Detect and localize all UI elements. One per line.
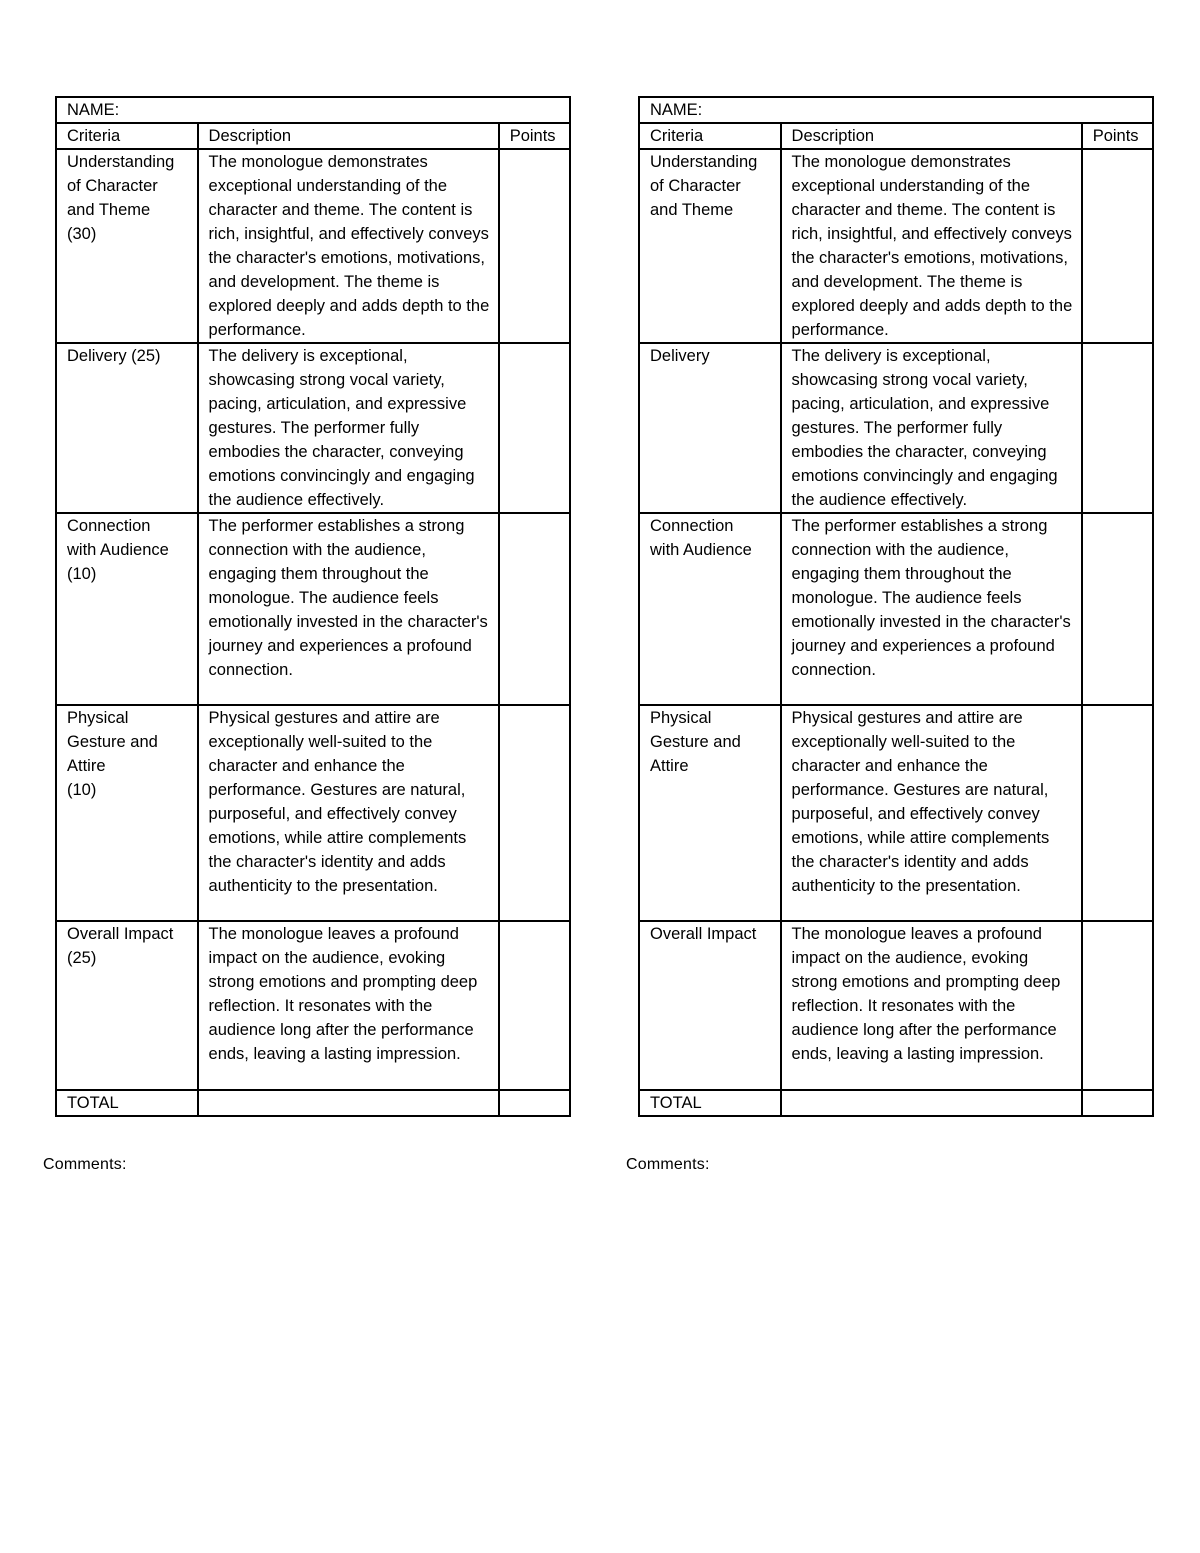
criteria-line: Understanding: [650, 153, 758, 171]
criteria-cell: [56, 343, 198, 513]
criteria-line: Physical: [650, 709, 712, 727]
name-row: [56, 97, 570, 123]
criteria-cell: [56, 149, 198, 343]
criteria-header: Criteria: [639, 123, 781, 149]
points-header: Points: [499, 123, 570, 149]
description-cell: The delivery is exceptional, showcasing strong vocal variety, pacing, articulation, and expressive gestures. The performer fully embodies the character, conveying emotions convincingly and engaging the audience effectively.: [198, 343, 499, 513]
table-row: [56, 513, 570, 705]
header-row: [56, 123, 570, 149]
total-description-cell: [781, 1090, 1082, 1116]
criteria-line: of Character: [67, 177, 158, 195]
rubric-table-right: [638, 96, 1154, 1117]
points-cell[interactable]: [1082, 343, 1153, 513]
description-cell: The monologue demonstrates exceptional understanding of the character and theme. The content is rich, insightful, and effectively conveys the character's emotions, motivations, and development. The theme is explored deeply and adds depth to the performance.: [781, 149, 1082, 343]
table-row: [56, 921, 570, 1090]
criteria-line: Attire: [67, 757, 106, 775]
criteria-line: Connection: [67, 517, 151, 535]
criteria-line: and Theme: [650, 201, 734, 219]
criteria-header: Criteria: [56, 123, 198, 149]
criteria-line: Attire: [650, 757, 689, 775]
rubric-table-left: [55, 96, 571, 1117]
table-row: [639, 149, 1153, 343]
points-cell[interactable]: [499, 921, 570, 1090]
criteria-cell: [56, 705, 198, 921]
criteria-line: Understanding: [67, 153, 175, 171]
comments-label-right: Comments:: [626, 1156, 710, 1173]
criteria-line: (25): [67, 949, 97, 967]
description-header: Description: [198, 123, 499, 149]
table-row: [56, 343, 570, 513]
description-cell: The monologue leaves a profound impact on the audience, evoking strong emotions and prompting deep reflection. It resonates with the audience long after the performance ends, leaving a lasting impression.: [198, 921, 499, 1090]
total-description-cell: [198, 1090, 499, 1116]
description-cell: Physical gestures and attire are exceptionally well-suited to the character and enhance the performance. Gestures are natural, purposeful, and effectively convey emotions, while attire complements the character's identity and adds authenticity to the presentation.: [198, 705, 499, 921]
points-header: Points: [1082, 123, 1153, 149]
points-cell[interactable]: [1082, 149, 1153, 343]
points-cell[interactable]: [499, 343, 570, 513]
points-cell[interactable]: [1082, 705, 1153, 921]
criteria-line: and Theme: [67, 201, 151, 219]
criteria-line: Gesture and: [67, 733, 158, 751]
criteria-line: Overall Impact: [650, 925, 757, 943]
description-cell: The performer establishes a strong connection with the audience, engaging them throughout the monologue. The audience feels emotionally invested in the character's journey and experiences a profound connection.: [781, 513, 1082, 705]
name-field: NAME:: [56, 97, 570, 123]
header-row: [639, 123, 1153, 149]
criteria-line: Gesture and: [650, 733, 741, 751]
criteria-line: Delivery (25): [67, 347, 161, 365]
criteria-cell: [56, 921, 198, 1090]
table-row: [639, 513, 1153, 705]
criteria-line: (10): [67, 781, 97, 799]
criteria-line: with Audience: [650, 541, 752, 559]
criteria-line: (10): [67, 565, 97, 583]
total-points-cell[interactable]: [1082, 1090, 1153, 1116]
criteria-line: Overall Impact: [67, 925, 174, 943]
criteria-line: with Audience: [67, 541, 169, 559]
points-cell[interactable]: [499, 149, 570, 343]
criteria-cell: [639, 513, 781, 705]
table-row: [639, 921, 1153, 1090]
points-cell[interactable]: [499, 513, 570, 705]
criteria-line: (30): [67, 225, 97, 243]
criteria-cell: [56, 513, 198, 705]
criteria-cell: [639, 921, 781, 1090]
points-cell[interactable]: [1082, 921, 1153, 1090]
total-label: TOTAL: [639, 1090, 781, 1116]
name-field: NAME:: [639, 97, 1153, 123]
criteria-line: Delivery: [650, 347, 710, 365]
description-header: Description: [781, 123, 1082, 149]
total-points-cell[interactable]: [499, 1090, 570, 1116]
criteria-cell: [639, 705, 781, 921]
description-cell: The delivery is exceptional, showcasing strong vocal variety, pacing, articulation, and expressive gestures. The performer fully embodies the character, conveying emotions convincingly and engaging the audience effectively.: [781, 343, 1082, 513]
table-row: [639, 705, 1153, 921]
description-cell: The monologue leaves a profound impact on the audience, evoking strong emotions and prompting deep reflection. It resonates with the audience long after the performance ends, leaving a lasting impression.: [781, 921, 1082, 1090]
table-row: [56, 149, 570, 343]
criteria-cell: [639, 343, 781, 513]
criteria-line: of Character: [650, 177, 741, 195]
name-row: [639, 97, 1153, 123]
table-row: [639, 343, 1153, 513]
total-label: TOTAL: [56, 1090, 198, 1116]
points-cell[interactable]: [499, 705, 570, 921]
criteria-line: Physical: [67, 709, 129, 727]
table-row: [56, 705, 570, 921]
description-cell: The performer establishes a strong connection with the audience, engaging them throughout the monologue. The audience feels emotionally invested in the character's journey and experiences a profound connection.: [198, 513, 499, 705]
comments-label-left: Comments:: [43, 1156, 127, 1173]
description-cell: The monologue demonstrates exceptional understanding of the character and theme. The content is rich, insightful, and effectively conveys the character's emotions, motivations, and development. The theme is explored deeply and adds depth to the performance.: [198, 149, 499, 343]
points-cell[interactable]: [1082, 513, 1153, 705]
description-cell: Physical gestures and attire are exceptionally well-suited to the character and enhance the performance. Gestures are natural, purposeful, and effectively convey emotions, while attire complements the character's identity and adds authenticity to the presentation.: [781, 705, 1082, 921]
criteria-cell: [639, 149, 781, 343]
total-row: [639, 1090, 1153, 1116]
criteria-line: Connection: [650, 517, 734, 535]
total-row: [56, 1090, 570, 1116]
